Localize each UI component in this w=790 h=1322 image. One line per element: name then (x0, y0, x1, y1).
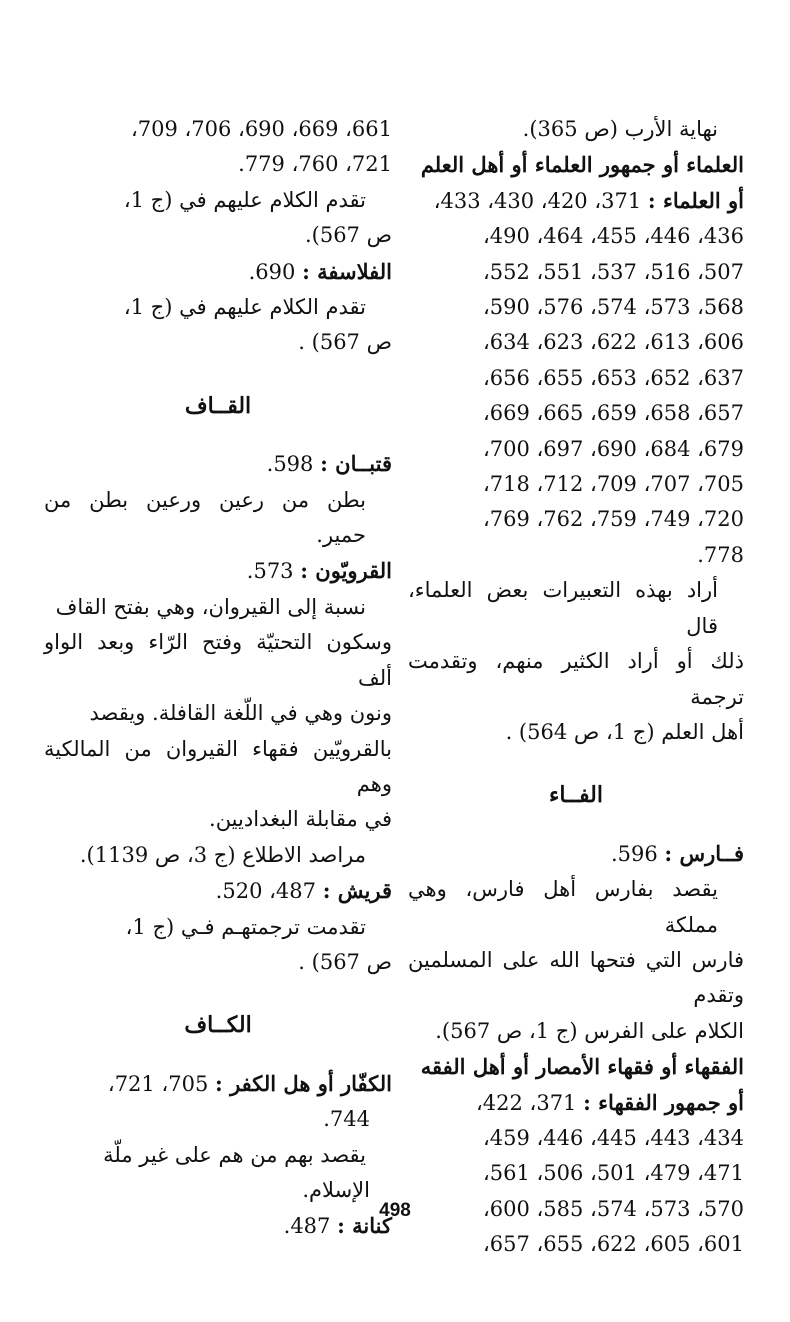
entry-label: فــارس : (664, 840, 744, 866)
index-entry-fuqaha: الفقهاء أو فقهاء الأمصار أو أهل الفقه (420, 1054, 744, 1080)
numbers-line: 721، 760، 779. (238, 152, 392, 177)
spacer (44, 980, 392, 1008)
numbers-line: 606، 613، 622، 623، 634، (482, 330, 744, 355)
page-number: 498 (379, 1200, 411, 1221)
text-line: بطن من رعين ورعين بطن من حمير. (44, 487, 366, 548)
entry-label: أو العلماء : (647, 187, 744, 213)
index-entry-ulama: العلماء أو جمهور العلماء أو أهل العلم (420, 152, 744, 178)
text-line: بالقرويّين فقهاء القيروان من المالكية وهم (44, 736, 392, 796)
spacer (44, 424, 392, 446)
text-line: في مقابلة البغداديين. (209, 807, 392, 832)
text-line: نسبة إلى القيروان، وهي بفتح القاف (55, 594, 366, 619)
text-line: ونون وهي في اللّغة القافلة. ويقصد (89, 701, 392, 726)
numbers-line: 657، 658، 659، 665، 669، (482, 401, 744, 426)
text-line: مراصد الاطلاع (ج 3، ص 1139). (79, 842, 366, 867)
text-line: ذلك أو أراد الكثير منهم، وتقدمت ترجمة (408, 649, 744, 709)
entry-label: قتبــان : (320, 451, 392, 477)
entry-label: الفلاسفة : (302, 258, 392, 284)
numbers-line: 720، 749، 759، 762، 769، (482, 507, 744, 532)
entry-numbers: 598. (266, 452, 314, 477)
numbers-line: 434، 443، 445، 446، 459، (482, 1125, 744, 1150)
entry-numbers: 371، 422، (476, 1090, 577, 1115)
spacer (44, 1044, 392, 1066)
numbers-line: 637، 652، 653، 655، 656، (482, 365, 744, 390)
text-line: يقصد بفارس أهل فارس، وهي مملكة (408, 877, 718, 937)
numbers-line: 744. (323, 1107, 370, 1132)
text-line: أراد بهذه التعبيرات بعض العلماء، قال (408, 578, 718, 638)
text-line: يقصد بهم من هم على غير ملّة (103, 1142, 366, 1167)
section-heading-qaf: القــاف (184, 392, 252, 419)
entry-label: الكفّار أو هل الكفر : (215, 1070, 392, 1096)
index-entry-fars (408, 836, 744, 872)
entry-numbers: 487. (283, 1214, 331, 1239)
entry-numbers: 573. (246, 559, 294, 584)
entry-numbers: 371، 420، 430، 433، (433, 188, 642, 213)
numbers-line: 705، 707، 709، 712، 718، (482, 472, 744, 497)
text-line: تقدمت ترجمتهـم فـي (ج 1، (125, 914, 366, 939)
entry-label: كنانة : (337, 1213, 392, 1239)
entry-numbers: 596. (610, 841, 658, 866)
text-line: الكلام على الفرس (ج 1، ص 567). (435, 1018, 744, 1043)
numbers-line: 570، 573، 574، 585، 600، (482, 1196, 744, 1221)
spacer (408, 750, 744, 778)
right-column (408, 112, 744, 1263)
entry-numbers: 705، 721، (107, 1071, 209, 1096)
numbers-line: 601، 605، 622، 655، 657، (482, 1232, 744, 1257)
numbers-line: 471، 479، 501، 506، 561، (482, 1161, 744, 1186)
entry-label: القرويّون : (300, 558, 392, 584)
entry-label: أو جمهور الفقهاء : (583, 1089, 744, 1115)
section-heading-kaf: الكــاف (184, 1012, 252, 1039)
numbers-line: 568، 573، 574، 576، 590، (482, 295, 744, 320)
section-heading-fa: الفــاء (549, 782, 603, 809)
text-line: ص 567). (304, 223, 392, 248)
entry-numbers: 690. (248, 259, 296, 284)
index-entry-falasifa (44, 254, 392, 290)
text-line: الإسلام. (302, 1177, 370, 1202)
text-line: ص 567) . (298, 330, 392, 355)
index-entry-qatban (44, 446, 392, 482)
index-entry-ulama-numbers (408, 183, 744, 219)
numbers-line: 436، 446، 455، 464، 490، (482, 224, 744, 249)
text-line: تقدم الكلام عليهم في (ج 1، (123, 295, 366, 320)
numbers-line: 679، 684، 690، 697، 700، (482, 436, 744, 461)
text-line: وسكون التحتيّة وفتح الرّاء وبعد الواو ألف (44, 630, 392, 690)
numbers-line: 778. (697, 542, 744, 567)
text-line: أهل العلم (ج 1، ص 564) . (505, 719, 744, 744)
entry-numbers: 487، 520. (215, 879, 316, 904)
index-entry-kuffar (44, 1066, 392, 1102)
spacer (44, 361, 392, 389)
entry-label: قريش : (322, 878, 392, 904)
text-line: تقدم الكلام عليهم في (ج 1، (123, 187, 366, 212)
numbers-line: 661، 669، 690، 706، 709، (130, 117, 392, 141)
index-entry-qarawiyyun (44, 553, 392, 589)
numbers-line: 507، 516، 537، 551، 552، (482, 259, 744, 284)
spacer (408, 814, 744, 836)
left-column (44, 112, 392, 1245)
index-entry-fuqaha-numbers (408, 1085, 744, 1121)
index-entry-quraysh (44, 873, 392, 909)
text-line: فارس التي فتحها الله على المسلمين وتقدم (408, 947, 744, 1008)
text-line: نهاية الأرب (ص 365). (522, 117, 718, 141)
text-line: ص 567) . (298, 949, 392, 974)
